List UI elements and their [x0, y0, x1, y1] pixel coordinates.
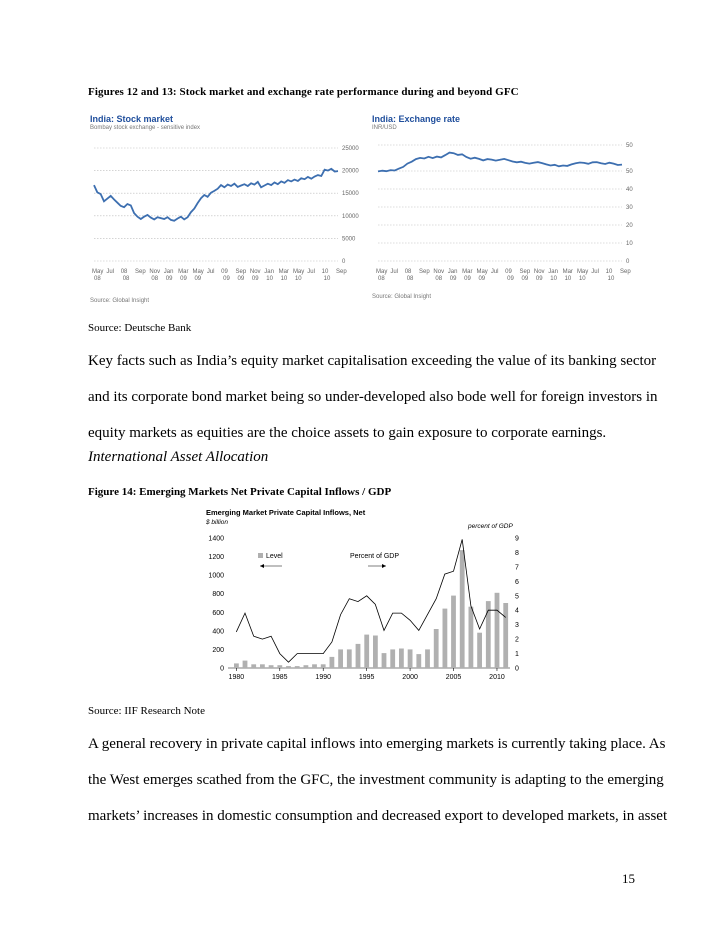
- left-tick-label: 1000: [208, 572, 224, 580]
- x-tick-label: Mar: [462, 269, 473, 275]
- y-tick-label: 50: [626, 143, 633, 149]
- x-tick-label: May: [192, 269, 204, 275]
- x-tick-label: 09: [223, 276, 230, 282]
- paragraph-2-line: the West emerges scathed from the GFC, the investment community is adapting to the emerging: [88, 772, 664, 788]
- x-tick-label: Jan: [548, 269, 558, 275]
- x-tick-label: 09: [464, 276, 471, 282]
- left-tick-label: 200: [212, 646, 224, 654]
- x-tick-label: 08: [404, 269, 412, 275]
- y-tick-label: 5000: [342, 236, 356, 243]
- legend-label-level: Level: [266, 553, 283, 560]
- x-tick-label: 09: [251, 276, 259, 282]
- left-tick-label: 400: [212, 628, 224, 636]
- bar: [243, 661, 248, 668]
- bar: [469, 607, 474, 668]
- x-tick-label: Jul: [490, 269, 499, 275]
- bar: [304, 665, 309, 668]
- x-tick-label: Sep: [235, 269, 247, 275]
- bar: [495, 593, 500, 668]
- bar: [277, 665, 282, 668]
- x-tick-label: 1990: [315, 674, 332, 681]
- y-tick-label: 15000: [342, 191, 359, 198]
- x-tick-label: 09: [521, 276, 529, 282]
- y-tick-label: 50: [626, 169, 633, 175]
- x-tick-label: 10: [607, 276, 615, 282]
- y-tick-label: 20000: [342, 168, 359, 175]
- bar: [338, 649, 343, 668]
- x-tick-label: 09: [165, 276, 173, 282]
- fx-chart-source: Source: Global Insight: [372, 294, 432, 300]
- x-tick-label: Jan: [163, 269, 174, 275]
- right-tick-label: 6: [515, 578, 519, 586]
- x-tick-label: Jan: [447, 269, 458, 275]
- paragraph-1-line: and its corporate bond market being so under-developed also bode well for foreign investors in: [88, 389, 658, 405]
- legend-swatch-level: [258, 553, 263, 558]
- x-tick-label: 09: [221, 269, 228, 275]
- bar: [382, 653, 387, 668]
- x-tick-label: Jul: [390, 269, 399, 275]
- em-chart-title: Emerging Market Private Capital Inflows, Net: [206, 508, 366, 517]
- x-tick-label: Jul: [206, 269, 215, 275]
- x-tick-label: 09: [449, 276, 457, 282]
- x-tick-label: Jan: [264, 269, 274, 275]
- bar: [443, 609, 448, 668]
- x-tick-label: 08: [120, 269, 128, 275]
- x-tick-label: 10: [266, 276, 273, 282]
- x-tick-label: Jul: [591, 269, 599, 275]
- fx-chart-plot: [370, 128, 646, 318]
- legend-label-percent: Percent of GDP: [350, 553, 400, 560]
- bar: [269, 665, 274, 668]
- x-tick-label: Sep: [336, 269, 347, 275]
- x-tick-label: 10: [578, 276, 586, 282]
- bar: [312, 664, 317, 668]
- x-tick-label: 09: [478, 276, 486, 282]
- data-line: [378, 153, 622, 172]
- bar: [503, 603, 508, 668]
- right-tick-label: 9: [515, 535, 519, 543]
- bar: [373, 636, 378, 669]
- em-right-axis-label: percent of GDP: [468, 523, 513, 530]
- x-tick-label: May: [92, 269, 104, 275]
- paragraph-2: [88, 726, 668, 834]
- right-tick-label: 5: [515, 593, 519, 601]
- figure-12-13-source: Source: Deutsche Bank: [88, 322, 192, 334]
- arrow-left-icon: [260, 564, 264, 568]
- bar: [234, 663, 239, 668]
- x-tick-label: Nov: [249, 269, 261, 275]
- x-tick-label: 10: [294, 276, 302, 282]
- x-tick-label: Jul: [106, 269, 115, 275]
- bar: [399, 649, 404, 669]
- x-tick-label: 10: [280, 276, 288, 282]
- paragraph-2-line: markets’ increases in domestic consumption and decreased export to developed markets, in asset: [88, 808, 668, 824]
- x-tick-label: Mar: [278, 269, 289, 275]
- arrow-right-icon: [382, 564, 386, 568]
- bar: [390, 649, 395, 668]
- x-tick-label: 2000: [402, 674, 418, 681]
- stock-chart-plot: [88, 128, 364, 318]
- x-tick-label: Nov: [533, 269, 545, 275]
- x-tick-label: 08: [151, 276, 159, 282]
- right-tick-label: 1: [515, 651, 519, 659]
- right-tick-label: 2: [515, 636, 519, 644]
- bar: [364, 635, 369, 668]
- x-tick-label: Nov: [433, 269, 445, 275]
- right-tick-label: 7: [515, 564, 519, 572]
- paragraph-1-line: equity markets as equities are the choice assets to gain exposure to corporate earnings.: [88, 425, 607, 441]
- em-chart-plot: [200, 506, 540, 692]
- x-tick-label: 10: [550, 276, 557, 282]
- x-tick-label: May: [292, 269, 305, 275]
- left-tick-label: 800: [212, 591, 224, 599]
- bar: [416, 654, 421, 668]
- right-tick-label: 3: [515, 622, 519, 630]
- figure-14-caption: Figure 14: Emerging Markets Net Private Capital Inflows / GDP: [88, 486, 392, 498]
- right-tick-label: 8: [515, 549, 519, 557]
- x-tick-label: 08: [378, 276, 385, 282]
- x-tick-label: 09: [194, 276, 202, 282]
- left-tick-label: 1200: [208, 554, 224, 562]
- right-tick-label: 4: [515, 607, 519, 615]
- bar: [251, 664, 256, 668]
- x-tick-label: May: [476, 269, 488, 275]
- x-tick-label: Sep: [419, 269, 430, 275]
- x-tick-label: 1985: [271, 674, 288, 681]
- left-tick-label: 1400: [208, 535, 224, 543]
- x-tick-label: May: [376, 269, 388, 275]
- left-tick-label: 600: [212, 609, 224, 617]
- bar: [425, 649, 430, 668]
- x-tick-label: 08: [94, 276, 101, 282]
- bar: [260, 664, 265, 668]
- x-tick-label: Sep: [519, 269, 531, 275]
- bar: [347, 649, 352, 668]
- y-tick-label: 0: [342, 259, 346, 265]
- stock-chart-title: India: Stock market: [90, 114, 174, 124]
- x-tick-label: 10: [321, 269, 329, 275]
- chart-em-capital-inflows: [200, 506, 540, 692]
- x-tick-label: 09: [237, 276, 245, 282]
- x-tick-label: 10: [323, 276, 331, 282]
- x-tick-label: Sep: [135, 269, 146, 275]
- y-tick-label: 30: [626, 205, 633, 211]
- x-tick-label: Nov: [149, 269, 161, 275]
- y-tick-label: 20: [626, 223, 633, 229]
- paragraph-1-line: Key facts such as India’s equity market capitalisation exceeding the value of its banking sector: [88, 353, 657, 369]
- y-tick-label: 10: [626, 241, 633, 247]
- figure-12-13-caption: Figures 12 and 13: Stock market and exchange rate performance during and beyond GFC: [88, 86, 519, 98]
- x-tick-label: 08: [435, 276, 443, 282]
- bar: [460, 550, 465, 668]
- fx-chart-title: India: Exchange rate: [372, 114, 461, 124]
- bar: [408, 649, 413, 668]
- x-tick-label: May: [576, 269, 589, 275]
- section-heading: International Asset Allocation: [88, 449, 269, 465]
- x-tick-label: Mar: [562, 269, 573, 275]
- x-tick-label: 09: [535, 276, 543, 282]
- chart-india-exchange-rate: [370, 108, 646, 308]
- bar: [451, 596, 456, 668]
- bar: [321, 664, 326, 668]
- bar: [286, 666, 291, 668]
- y-tick-label: 40: [626, 187, 633, 193]
- x-tick-label: Jul: [307, 269, 315, 275]
- stock-chart-source: Source: Global Insight: [90, 298, 150, 304]
- x-tick-label: 08: [406, 276, 414, 282]
- x-tick-label: 2005: [445, 674, 462, 681]
- x-tick-label: 09: [180, 276, 187, 282]
- y-tick-label: 25000: [342, 146, 359, 152]
- bar: [330, 657, 335, 668]
- right-tick-label: 0: [515, 665, 519, 673]
- y-tick-label: 0: [626, 259, 630, 265]
- bar: [434, 629, 439, 668]
- stock-chart-subtitle: Bombay stock exchange - sensitive index: [90, 125, 201, 131]
- bar: [295, 666, 300, 668]
- x-tick-label: 1980: [228, 674, 245, 681]
- x-tick-label: Mar: [178, 269, 189, 275]
- page-number: 15: [622, 871, 635, 886]
- x-tick-label: 10: [564, 276, 572, 282]
- paragraph-2-line: A general recovery in private capital inflows into emerging markets is currently taking place. As: [88, 736, 666, 752]
- y-tick-label: 10000: [342, 213, 359, 220]
- fx-chart-subtitle: INR/USD: [372, 125, 397, 131]
- chart-india-stock-market: [88, 108, 364, 308]
- data-line: [94, 169, 338, 221]
- paragraph-1: [88, 343, 658, 451]
- bar: [477, 633, 482, 668]
- em-left-axis-label: $ billion: [206, 519, 229, 526]
- x-tick-label: 2010: [489, 674, 505, 681]
- x-tick-label: 09: [505, 269, 512, 275]
- bar: [356, 644, 361, 668]
- x-tick-label: 08: [122, 276, 130, 282]
- x-tick-label: Sep: [620, 269, 631, 275]
- x-tick-label: 09: [507, 276, 514, 282]
- x-tick-label: 10: [605, 269, 613, 275]
- left-tick-label: 0: [220, 665, 224, 673]
- figure-14-source: Source: IIF Research Note: [88, 705, 205, 717]
- x-tick-label: 1995: [358, 674, 375, 681]
